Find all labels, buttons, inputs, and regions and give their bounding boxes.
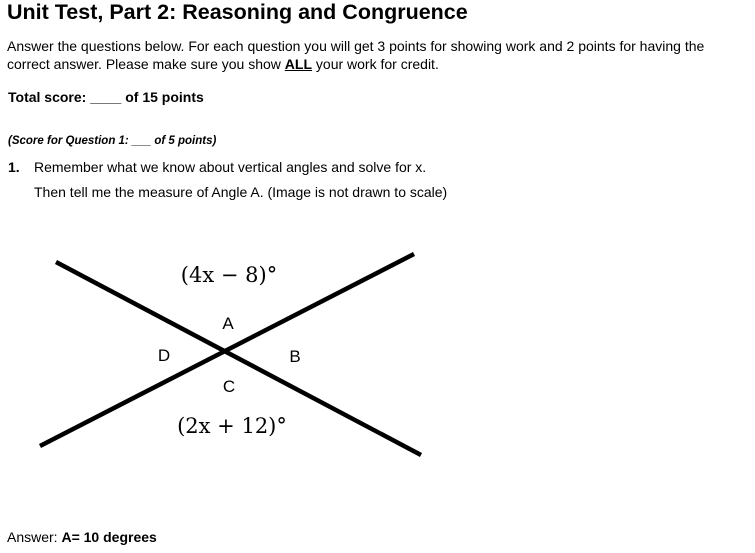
angle-label-d: D [157, 346, 171, 365]
answer-label: Answer: [7, 529, 62, 545]
angle-label-b: B [289, 347, 301, 366]
instructions-line-2-start: correct answer. Please make sure you show [7, 56, 285, 72]
answer [7, 529, 157, 545]
angle-expression-top: (4x − 8)° [180, 263, 278, 287]
question-1-number: 1. [8, 159, 20, 175]
total-score: Total score: ____ of 15 points [8, 89, 204, 105]
question-1-text-line-1: Remember what we know about vertical angles and solve for x. [34, 159, 427, 175]
angle-expression-bottom: (2x + 12)° [177, 414, 287, 438]
question-1-text-line-2: Then tell me the measure of Angle A. (Image is not drawn to scale) [34, 184, 448, 200]
angle-label-a: A [222, 314, 234, 333]
question-1-score: (Score for Question 1: ___ of 5 points) [8, 135, 217, 147]
instructions-line-2-end: your work for credit. [312, 56, 439, 72]
angle-label-c: C [222, 377, 236, 396]
answer-value: A= 10 degrees [61, 529, 157, 545]
instructions-emphasis-all: ALL [284, 56, 313, 72]
instructions-line-1: Answer the questions below. For each question you will get 3 points for showing work and 2 points for having the [7, 38, 705, 54]
page-title: Unit Test, Part 2: Reasoning and Congruence [7, 0, 468, 24]
